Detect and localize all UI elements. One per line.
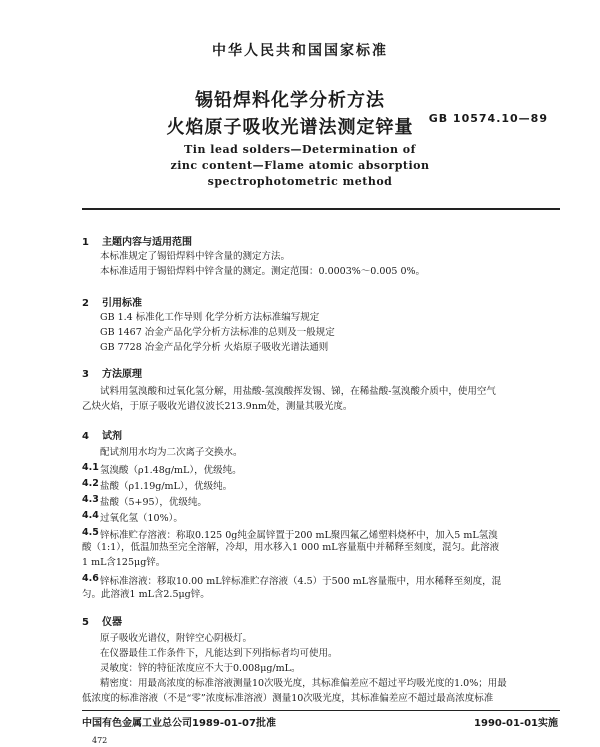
item-number-4-1: 4.1 <box>82 462 99 473</box>
section-title: 仪器 <box>102 617 122 628</box>
section-number: 4 <box>82 431 89 442</box>
title-english-line1: Tin lead solders—Determination of <box>184 143 416 156</box>
section-title: 方法原理 <box>102 369 142 380</box>
title-chinese-line2: 火焰原子吸收光谱法测定锌量 <box>166 117 414 138</box>
section-1-paragraph-2: 本标准适用于锡铅焊料中锌含量的测定。测定范围：0.0003%～0.005 0%。 <box>100 266 426 277</box>
section-5-paragraph-1: 原子吸收光谱仪，附锌空心阴极灯。 <box>100 633 253 644</box>
section-5-paragraph-5: 低浓度的标准溶液（不是“零”浓度标准溶液）测量10次吸光度，其标准偏差应不超过最高浓度标准 <box>82 693 494 704</box>
section-number: 2 <box>82 298 89 309</box>
section-3-heading <box>82 365 142 380</box>
item-number-4-3: 4.3 <box>82 494 99 505</box>
section-5-heading <box>82 613 122 628</box>
section-4-heading <box>82 427 122 442</box>
item-text-4-4: 过氧化氢（10%）。 <box>100 513 183 524</box>
item-text-4-5-line3: 1 mL含125μg锌。 <box>82 557 166 568</box>
item-text-4-2: 盐酸（ρ1.19g/mL），优级纯。 <box>100 481 233 492</box>
section-number: 3 <box>82 369 89 380</box>
item-number-4-6: 4.6 <box>82 573 99 584</box>
reference-gb-7728: GB 7728 冶金产品化学分析 火焰原子吸收光谱法通则 <box>100 342 329 353</box>
footer-divider <box>82 710 560 711</box>
item-text-4-1: 氢溴酸（ρ1.48g/mL），优级纯。 <box>100 465 242 476</box>
section-3-paragraph-1: 试料用氢溴酸和过氧化氢分解，用盐酸-氢溴酸挥发锡、锑，在稀盐酸-氢溴酸介质中，使用空气 <box>100 386 496 397</box>
item-text-4-5-line2: 酸（1:1），低温加热至完全溶解，冷却，用水移入1 000 mL容量瓶中并稀释至刻度，混匀。此溶液 <box>82 542 500 553</box>
section-number: 1 <box>82 237 89 248</box>
standard-code: GB 10574.10—89 <box>428 112 548 125</box>
item-number-4-4: 4.4 <box>82 510 99 521</box>
section-1-paragraph-1: 本标准规定了锡铅焊料中锌含量的测定方法。 <box>100 251 291 262</box>
item-number-4-5: 4.5 <box>82 527 99 538</box>
title-chinese-line1: 锡铅焊料化学分析方法 <box>195 90 385 111</box>
header-divider <box>82 208 560 210</box>
approval-info: 中国有色金属工业总公司1989-01-07批准 <box>82 718 276 729</box>
item-text-4-6-line2: 匀。此溶液1 mL含2.5μg锌。 <box>82 589 210 600</box>
section-4-intro: 配试剂用水均为二次离子交换水。 <box>100 447 243 458</box>
reference-gb-1467: GB 1467 冶金产品化学分析方法标准的总则及一般规定 <box>100 327 335 338</box>
section-5-paragraph-4: 精密度：用最高浓度的标准溶液测量10次吸光度，其标准偏差应不超过平均吸光度的1.0%；用最 <box>100 678 507 689</box>
section-title: 主题内容与适用范围 <box>102 237 192 248</box>
title-english-line2: zinc content—Flame atomic absorption <box>170 159 430 172</box>
section-5-paragraph-2: 在仪器最佳工作条件下，凡能达到下列指标者均可使用。 <box>100 648 338 659</box>
section-5-paragraph-3: 灵敏度：锌的特征浓度应不大于0.008μg/mL。 <box>100 663 301 674</box>
section-number: 5 <box>82 617 89 628</box>
section-title: 试剂 <box>102 431 122 442</box>
item-text-4-3: 盐酸（5+95），优级纯。 <box>100 497 207 508</box>
national-standard-heading: 中华人民共和国国家标准 <box>212 43 388 59</box>
section-title: 引用标准 <box>102 298 142 309</box>
title-english-line3: spectrophotometric method <box>207 175 393 188</box>
section-3-paragraph-2: 乙炔火焰，于原子吸收光谱仪波长213.9nm处，测量其吸光度。 <box>82 401 353 412</box>
section-2-heading <box>82 294 142 309</box>
reference-gb-1-4: GB 1.4 标准化工作导则 化学分析方法标准编写规定 <box>100 312 320 323</box>
item-text-4-5-line1: 锌标准贮存溶液：称取0.125 0g纯金属锌置于200 mL聚四氟乙烯塑料烧杯中，加入5 mL氢溴 <box>100 530 498 541</box>
implementation-date: 1990-01-01实施 <box>474 718 558 729</box>
page-number: 472 <box>92 736 108 745</box>
item-text-4-6-line1: 锌标准溶液：移取10.00 mL锌标准贮存溶液（4.5）于500 mL容量瓶中，用水稀释至刻度，混 <box>100 576 502 587</box>
section-1-heading <box>82 233 192 248</box>
item-number-4-2: 4.2 <box>82 478 99 489</box>
